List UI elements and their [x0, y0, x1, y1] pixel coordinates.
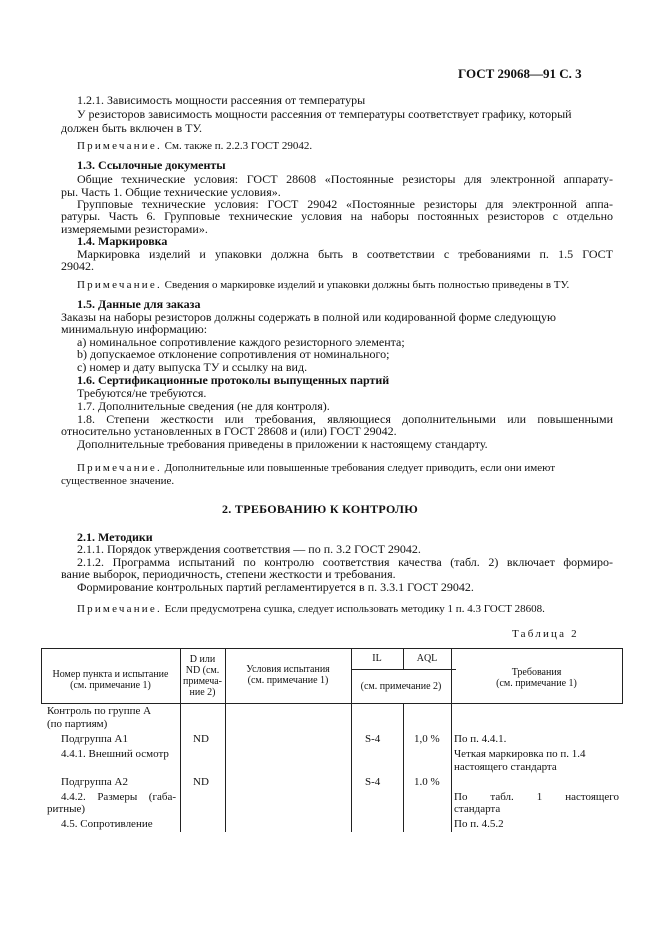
s14-line1: Маркировка изделий и упаковки должна быть в соответствии с требованиями п. 1.5 ГОСТ: [77, 247, 613, 261]
th-test-l2: (см. примечание 1): [70, 680, 151, 691]
row-442-name-l1: 4.4.2. Размеры (габа-: [61, 791, 176, 803]
note4-label: Примечание.: [77, 603, 162, 615]
s211: 2.1.1. Порядок утверждения соответствия — по п. 3.2 ГОСТ 29042.: [77, 542, 421, 556]
row-442-name-l2: ритные): [47, 803, 86, 815]
note3-text: Дополнительные или повышенные требования следует приводить, если они имеют: [164, 462, 556, 474]
p121-title: 1.2.1. Зависимость мощности рассеяния от температуры: [77, 93, 366, 107]
th-requirements-l1: Требования: [511, 667, 562, 678]
s16-line1: Требуются/не требуются.: [77, 386, 207, 400]
row-a2-d: ND: [193, 776, 209, 788]
note2: [77, 279, 569, 292]
note2-text: Сведения о маркировке изделий и упаковки должны быть полностью приведены в ТУ.: [164, 279, 570, 291]
row-442-req-l1: По табл. 1 настоящего: [454, 791, 619, 803]
s212-line2: вание выборок, периодичность, степени жесткости и требования.: [61, 567, 396, 581]
th-conditions-l2: (см. примечание 1): [247, 675, 329, 686]
s15-title: 1.5. Данные для заказа: [77, 297, 201, 311]
th-requirements-l2: (см. примечание 1): [496, 678, 577, 689]
s15-line1: Заказы на наборы резисторов должны содержать в полной или кодированной форме следующую: [61, 310, 557, 324]
s21-title: 2.1. Методики: [77, 530, 153, 544]
row-441-req-l1: Четкая маркировка по п. 1.4: [454, 748, 586, 760]
th-test: [41, 669, 180, 691]
s212-line1: 2.1.2. Программа испытаний по контролю соответствия качества (табл. 2) включает формиро-: [77, 555, 613, 569]
p121-line1: У резисторов зависимость мощности рассеяния от температуры соответствует графику, который: [77, 107, 572, 121]
th-conditions-l1: Условия испытания: [246, 664, 330, 675]
row-441-req-l2: настоящего стандарта: [454, 761, 557, 773]
table-header-bottom: [41, 703, 623, 704]
th-d-nd: [180, 654, 225, 698]
s18-line1: 1.8. Степени жесткости или требования, являющиеся дополнительными или повышенными: [77, 412, 613, 426]
th-note2: (см. примечание 2): [360, 681, 442, 692]
th-aql: AQL: [416, 653, 438, 664]
table-vline-3: [351, 648, 352, 832]
s13-title: 1.3. Ссылочные документы: [77, 158, 226, 172]
th-d-nd-l1: D или: [189, 654, 216, 665]
note4: [77, 603, 545, 616]
th-test-l1: Номер пункта и испытание: [52, 669, 169, 680]
s18-line2: относительно установленных в ГОСТ 28608 и (или) ГОСТ 29042.: [61, 424, 397, 438]
s14-title: 1.4. Маркировка: [77, 234, 168, 248]
row-group-a-l2: (по партиям): [47, 718, 108, 730]
row-a1-il: S-4: [365, 733, 381, 745]
s13-line3: Групповые технические условия: ГОСТ 29042 «Постоянные резисторы для электронной аппа-: [77, 197, 613, 211]
page-header: ГОСТ 29068—91 С. 3: [458, 66, 582, 81]
note1-text: См. также п. 2.2.3 ГОСТ 29042.: [164, 140, 313, 152]
row-a2-name: Подгруппа А2: [61, 776, 128, 788]
s13-line5: измеряемыми резисторами».: [61, 222, 208, 236]
table-top-border: [41, 648, 623, 649]
s14-line2: 29042.: [61, 259, 94, 273]
table-2: [41, 648, 623, 832]
note1-label: Примечание.: [77, 140, 162, 152]
th-requirements: [451, 667, 622, 689]
row-a1-req: По п. 4.4.1.: [454, 733, 507, 745]
section2-title: 2. ТРЕБОВАНИЮ К КОНТРОЛЮ: [222, 502, 419, 516]
note3: [77, 462, 555, 475]
s15-item-b: b) допускаемое отклонение сопротивления от номинального;: [77, 347, 390, 361]
note1: [77, 140, 312, 153]
row-442-req-l2: стандарта: [454, 803, 501, 815]
th-d-nd-l3: примеча-: [182, 676, 223, 687]
th-d-nd-l2: ND (см.: [185, 665, 220, 676]
th-conditions: [225, 664, 351, 686]
s13-line2: ры. Часть 1. Общие технические условия».: [61, 185, 281, 199]
row-a2-il: S-4: [365, 776, 381, 788]
row-45-req: По п. 4.5.2: [454, 818, 504, 830]
table-right-border: [622, 648, 623, 703]
s15-line2: минимальную информацию:: [61, 322, 208, 336]
table-vline-4-body: [403, 703, 404, 832]
row-441-name: 4.4.1. Внешний осмотр: [61, 748, 169, 760]
row-45-name: 4.5. Сопротивление: [61, 818, 153, 830]
p121-line2: должен быть включен в ТУ.: [61, 121, 203, 135]
s18-line3: Дополнительные требования приведены в приложении к настоящему стандарту.: [77, 437, 488, 451]
table-caption: Таблица 2: [512, 628, 579, 640]
note3-label: Примечание.: [77, 462, 162, 474]
row-a1-aql: 1,0 %: [414, 733, 440, 745]
note2-label: Примечание.: [77, 279, 162, 291]
row-a2-aql: 1.0 %: [414, 776, 440, 788]
s13-line1: Общие технические условия: ГОСТ 28608 «Постоянные резисторы для электронной аппарату-: [77, 172, 613, 186]
s13-line4: ратуры. Часть 6. Групповые технические условия на наборы постоянных резисторов с отдельно: [61, 209, 613, 223]
th-d-nd-l4: ние 2): [189, 687, 216, 698]
s17-line1: 1.7. Дополнительные сведения (не для контроля).: [77, 399, 330, 413]
note3-line2: существенное значение.: [61, 475, 175, 487]
note4-text: Если предусмотрена сушка, следует использовать методику 1 п. 4.3 ГОСТ 28608.: [164, 603, 545, 615]
s16-title: 1.6. Сертификационные протоколы выпущенных партий: [77, 373, 390, 387]
s212-line3: Формирование контрольных партий регламентируется в п. 3.3.1 ГОСТ 29042.: [77, 580, 474, 594]
s15-item-c: с) номер и дату выпуска ТУ и ссылку на вид.: [77, 360, 308, 374]
row-a1-name: Подгруппа А1: [61, 733, 128, 745]
th-il: IL: [372, 653, 382, 664]
row-a1-d: ND: [193, 733, 209, 745]
row-group-a-l1: Контроль по группе А: [47, 705, 152, 717]
s15-item-a: а) номинальное сопротивление каждого резисторного элемента;: [77, 335, 405, 349]
